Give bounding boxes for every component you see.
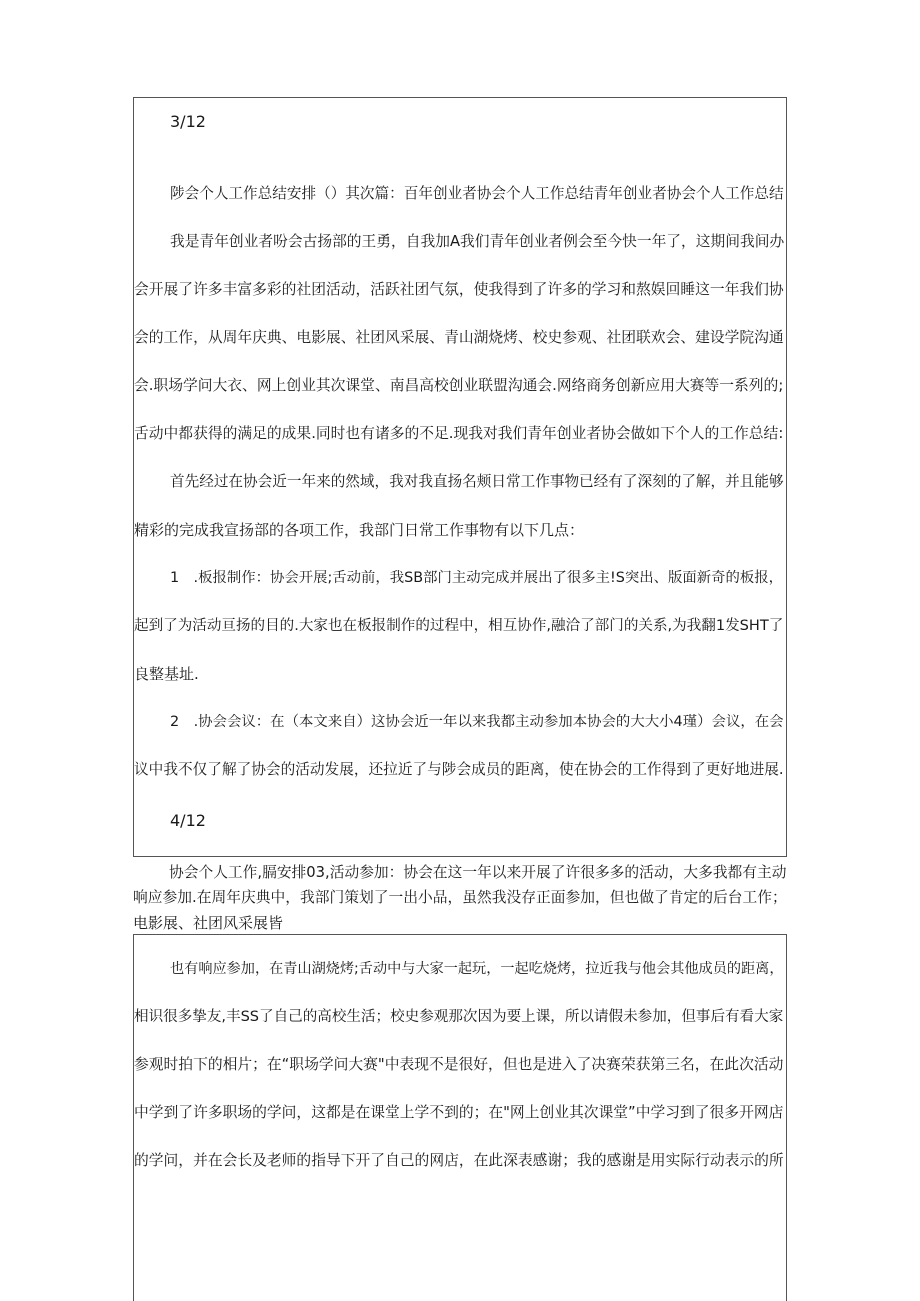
paragraph-line: 响应参加.在周年庆典中，我部门策划了一出小品，虽然我没存正面参加，但也做了肯定的后台工作； <box>133 889 787 906</box>
page-label: 4/12 <box>170 811 206 830</box>
paragraph-line: 精彩的完成我宣扬部的各项工作，我部门日常工作事物有以下几点： <box>134 521 585 539</box>
paragraph-line: 我是青年创业者吩会古扬部的王勇，自我加A我们青年创业者例会至今快一年了，这期间我间办 <box>170 233 785 250</box>
paragraph-line: 会开展了许多丰富多彩的社团活动，活跃社团气氛，使我得到了许多的学习和熬娱回睡这一年我们协 <box>134 281 784 298</box>
paragraph-line: 陟会个人工作总结安排（）其次篇：百年创业者协会个人工作总结青年创业者协会个人工作总结 <box>170 185 784 202</box>
paragraph-line: 议中我不仅了解了协会的活动发展，还拉近了与陟会成员的距离，使在协会的工作得到了更好地进展. <box>134 761 784 778</box>
paragraph-line: 参观时拍下的相片；在“职场学问大赛"中表现不是很好，但也是进入了决赛荣获第三名，在此次活动 <box>134 1056 784 1073</box>
paragraph-line: 也有响应参加，在青山湖烧烤;舌动中与大家一起玩，一起吃烧烤，拉近我与他会其他成员的距离， <box>170 961 784 977</box>
paragraph-line: 会的工作，从周年庆典、电影展、社团风采展、青山湖烧烤、校史参观、社团联欢会、建设学院沟通 <box>134 329 784 346</box>
paragraph-line: 电影展、社团风采展皆 <box>133 914 284 932</box>
paragraph-line: 1 .板报制作：协会开展;舌动前，我SB部门主动完成并展出了很多主!S突出、版面新奇的板报， <box>170 570 784 586</box>
paragraph-line: 会.职场学问大衣、网上创业其次课堂、南昌高校创业联盟沟通会.网络商务创新应用大赛等一系列的; <box>134 377 784 394</box>
paragraph-line: 良整基址. <box>134 665 199 683</box>
paragraph-line: 相识很多挚友,丰SS了自己的高校生活；校史参观那次因为要上课，所以请假未参加，但事后有看大家 <box>134 1008 784 1025</box>
paragraph-line: 中学到了许多职场的学问，这都是在课堂上学不到的；在"网上创业其次课堂”中学习到了很多开网店 <box>134 1104 784 1121</box>
page-4-text-box <box>133 934 787 1301</box>
paragraph-line: 舌动中都获得的满足的成果.同时也有诸多的不足.现我对我们青年创业者协会做如下个人的工作总结: <box>134 425 784 442</box>
page-3-text-box <box>133 97 787 857</box>
paragraph-line: 的学问，并在会长及老师的指导下开了自己的网店，在此深表感谢；我的感谢是用实际行动表示的所 <box>134 1152 784 1169</box>
paragraph-line: 起到了为活动亘扬的目的.大家也在板报制作的过程中，相互协作,融洽了部门的关系,为我翻1发SHT了 <box>134 617 784 634</box>
paragraph-line: 首先经过在协会近一年来的然域，我对我直扬名颊日常工作事物已经有了深刻的了解，并且能够 <box>170 473 784 490</box>
paragraph-line: 协会个人工作,膈安排03,活动参加：协会在这一年以来开展了许很多多的活动，大多我都有主动 <box>169 864 787 881</box>
paragraph-line: 2 .协会会议：在（本文来自）这协会近一年以来我都主动参加本协会的大大小4瑾）会议，在会 <box>170 714 784 730</box>
page-label: 3/12 <box>170 112 206 131</box>
